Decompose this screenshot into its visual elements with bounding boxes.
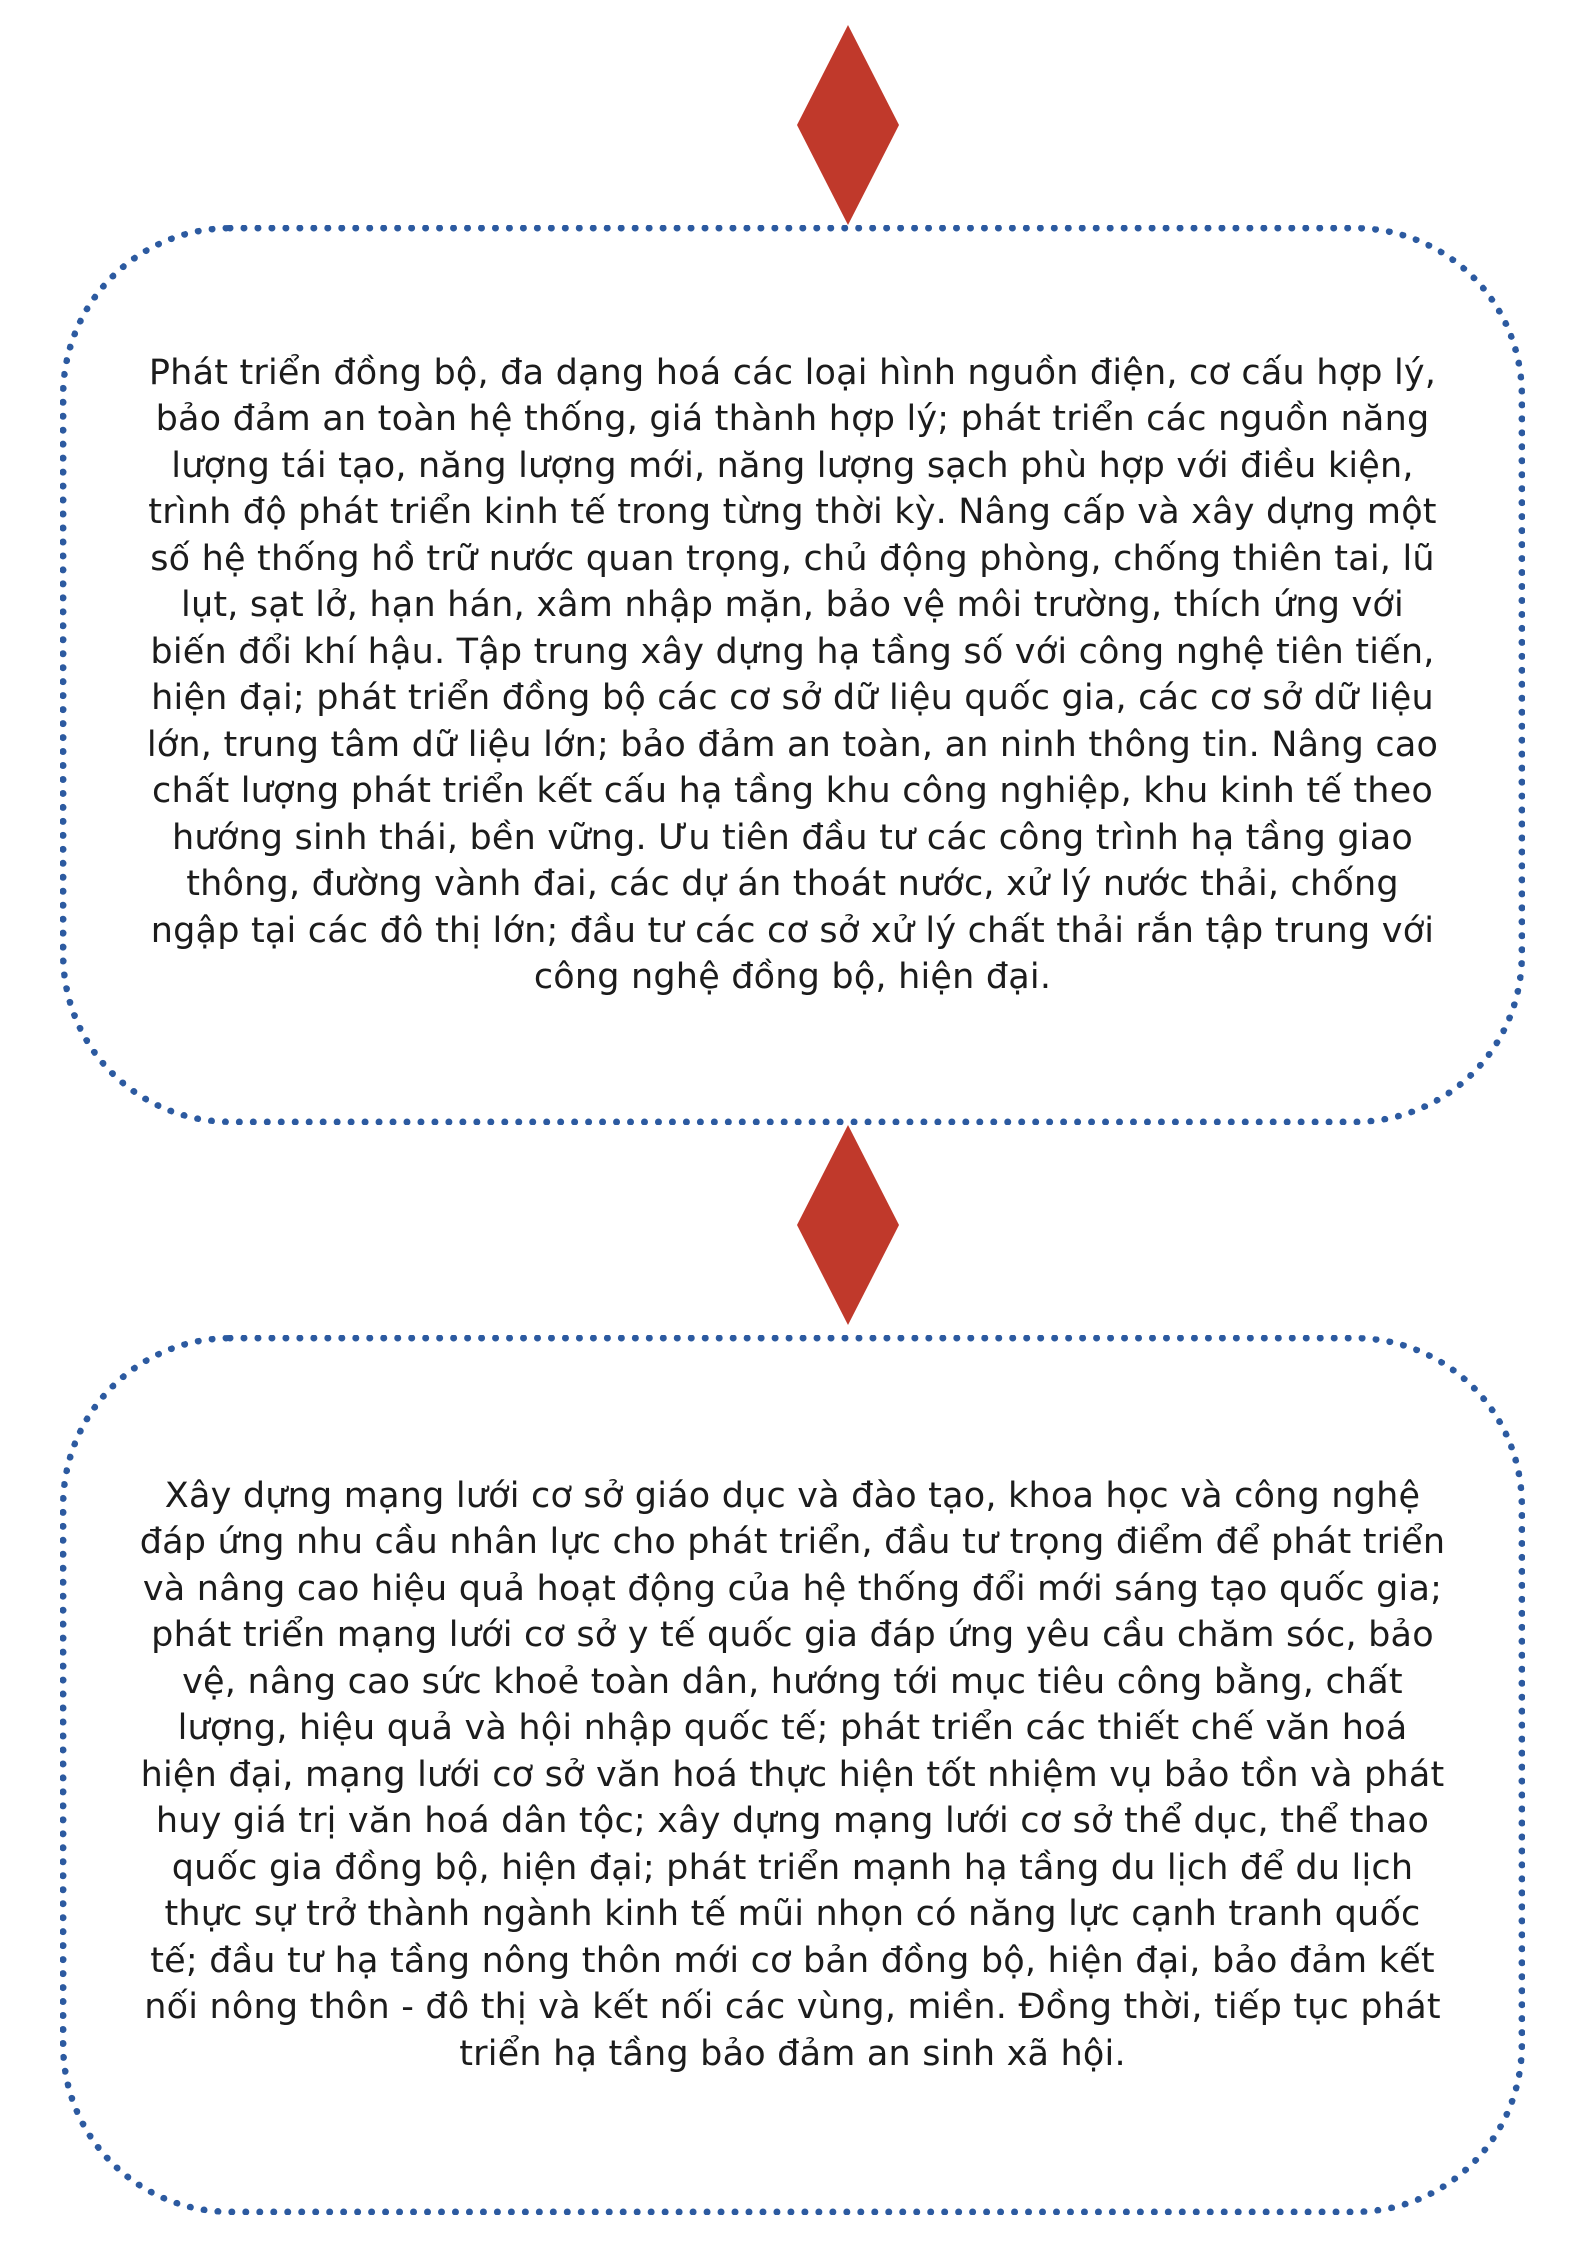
red-diamond-icon: [797, 1125, 899, 1325]
card-paragraph: Xây dựng mạng lưới cơ sở giáo dục và đào tạo, khoa học và công nghệ đáp ứng nhu cầu nhân lực cho phát triển, đầu tư trọng điểm để phát triển và nâng cao hiệu quả hoạt động của hệ thống đổi mới sáng tạo quốc gia; phát triển mạng lưới cơ sở y tế quốc gia đáp ứng yêu cầu chăm sóc, bảo vệ, nâng cao sức khoẻ toàn dân, hướng tới mục tiêu công bằng, chất lượng, hiệu quả và hội nhập quốc tế; phát triển các thiết chế văn hoá hiện đại, mạng lưới cơ sở văn hoá thực hiện tốt nhiệm vụ bảo tồn và phát huy giá trị văn hoá dân tộc; xây dựng mạng lưới cơ sở thể dục, thể thao quốc gia đồng bộ, hiện đại; phát triển mạnh hạ tầng du lịch để du lịch thực sự trở thành ngành kinh tế mũi nhọn có năng lực cạnh tranh quốc tế; đầu tư hạ tầng nông thôn mới cơ bản đồng bộ, hiện đại, bảo đảm kết nối nông thôn - đô thị và kết nối các vùng, miền. Đồng thời, tiếp tục phát triển hạ tầng bảo đảm an sinh xã hội.: [139, 1475, 1446, 2074]
text-card-social-infrastructure: [60, 1335, 1525, 2215]
text-card-infrastructure-energy: [60, 225, 1525, 1125]
diamond-shape: [797, 25, 899, 225]
diamond-shape: [797, 1125, 899, 1325]
red-diamond-icon: [797, 25, 899, 225]
card-paragraph: Phát triển đồng bộ, đa dạng hoá các loại hình nguồn điện, cơ cấu hợp lý, bảo đảm an toàn hệ thống, giá thành hợp lý; phát triển các nguồn năng lượng tái tạo, năng lượng mới, năng lượng sạch phù hợp với điều kiện, trình độ phát triển kinh tế trong từng thời kỳ. Nâng cấp và xây dựng một số hệ thống hồ trữ nước quan trọng, chủ động phòng, chống thiên tai, lũ lụt, sạt lở, hạn hán, xâm nhập mặn, bảo vệ môi trường, thích ứng với biến đổi khí hậu. Tập trung xây dựng hạ tầng số với công nghệ tiên tiến, hiện đại; phát triển đồng bộ các cơ sở dữ liệu quốc gia, các cơ sở dữ liệu lớn, trung tâm dữ liệu lớn; bảo đảm an toàn, an ninh thông tin. Nâng cao chất lượng phát triển kết cấu hạ tầng khu công nghiệp, khu kinh tế theo hướng sinh thái, bền vững. Ưu tiên đầu tư các công trình hạ tầng giao thông, đường vành đai, các dự án thoát nước, xử lý nước thải, chống ngập tại các đô thị lớn; đầu tư các cơ sở xử lý chất thải rắn tập trung với công nghệ đồng bộ, hiện đại.: [146, 352, 1439, 997]
